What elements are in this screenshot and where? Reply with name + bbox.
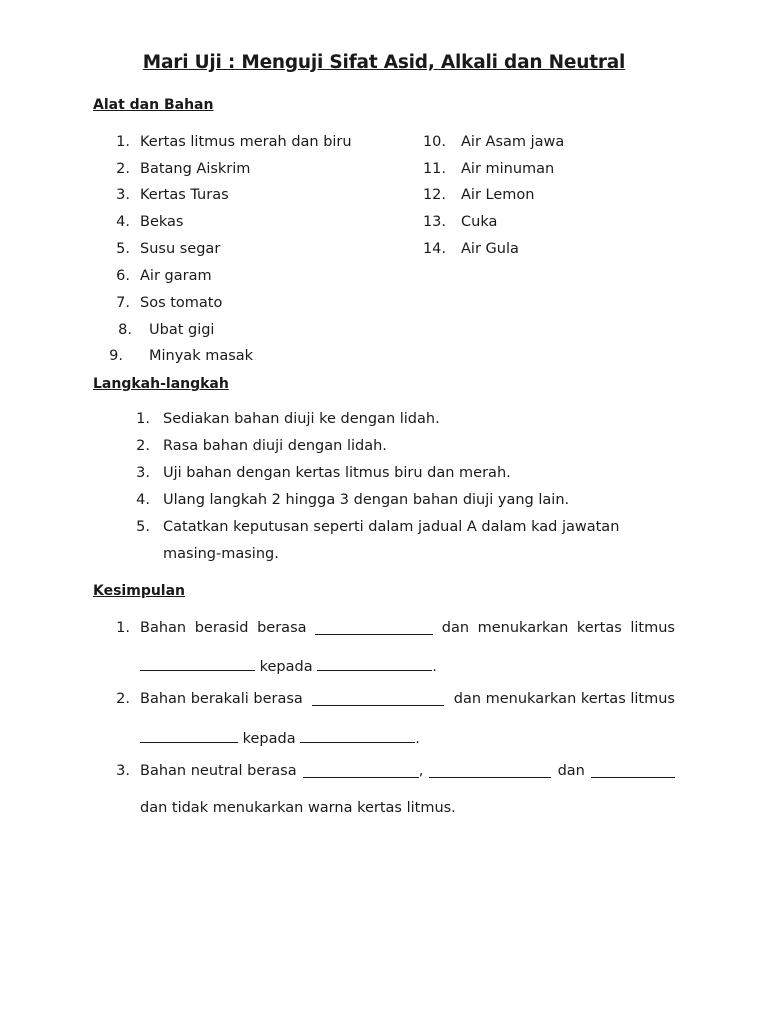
item-number: 12.: [422, 187, 446, 203]
item-text: masing-masing.: [163, 546, 279, 562]
blank-group: [303, 763, 424, 779]
conclusion-punct: .: [432, 659, 437, 675]
conclusion-word: dan: [557, 763, 585, 779]
item-number: 3.: [116, 187, 130, 203]
materials-heading: Alat dan Bahan: [93, 97, 214, 113]
item-text: Sos tomato: [140, 295, 223, 311]
conclusion-word: berasa: [257, 620, 307, 636]
conclusion-text: Bahan berakali berasa: [140, 691, 303, 707]
answer-blank[interactable]: [317, 656, 432, 671]
item-number: 4.: [136, 492, 150, 508]
item-number: 5.: [116, 241, 130, 257]
item-text: Rasa bahan diuji dengan lidah.: [163, 438, 387, 454]
item-number: 10.: [422, 134, 446, 150]
item-text: Air minuman: [461, 161, 555, 177]
item-number: 2.: [116, 691, 130, 707]
conclusion-text: dan menukarkan kertas litmus: [453, 691, 675, 707]
item-text: Bekas: [140, 214, 184, 230]
item-text: Sediakan bahan diuji ke dengan lidah.: [163, 411, 440, 427]
conclusion-word: kepada: [259, 659, 313, 675]
item-number: 8.: [118, 322, 132, 338]
answer-blank[interactable]: [312, 691, 444, 706]
item-number: 2.: [116, 161, 130, 177]
item-number: 9.: [109, 348, 123, 364]
conclusion-text: Bahan neutral berasa: [140, 763, 297, 779]
item-number: 3.: [136, 465, 150, 481]
steps-heading: Langkah-langkah: [93, 376, 229, 392]
conclusion-word: Bahan: [140, 620, 187, 636]
conclusion-2-line-2: [140, 728, 420, 747]
item-text: Susu segar: [140, 241, 221, 257]
item-text: Air Asam jawa: [461, 134, 565, 150]
item-number: 1.: [136, 411, 150, 427]
conclusion-punct: ,: [418, 763, 424, 779]
item-text: Catatkan keputusan seperti dalam jadual A dalam kad jawatan: [163, 519, 620, 535]
item-number: 7.: [116, 295, 130, 311]
answer-blank[interactable]: [429, 763, 551, 778]
item-text: Kertas Turas: [140, 187, 229, 203]
answer-blank[interactable]: [315, 620, 433, 635]
conclusion-word: dan: [441, 620, 470, 636]
conclusion-3-line-2: [140, 800, 456, 816]
item-number: 11.: [422, 161, 446, 177]
item-text: Cuka: [461, 214, 498, 230]
answer-blank[interactable]: [140, 656, 255, 671]
item-text: Kertas litmus merah dan biru: [140, 134, 352, 150]
conclusion-1-line-1: [140, 620, 675, 636]
conclusion-1-line-2: [140, 656, 437, 675]
conclusion-heading: Kesimpulan: [93, 583, 186, 599]
item-text: Air Lemon: [461, 187, 535, 203]
item-text: Ubat gigi: [149, 322, 215, 338]
answer-blank[interactable]: [140, 728, 238, 743]
item-number: 2.: [136, 438, 150, 454]
conclusion-2-line-1: [140, 691, 675, 707]
conclusion-word: litmus: [630, 620, 675, 636]
conclusion-3-line-1: [140, 763, 675, 779]
item-text: Batang Aiskrim: [140, 161, 251, 177]
item-number: 14.: [422, 241, 446, 257]
item-text: Air Gula: [461, 241, 519, 257]
conclusion-text: dan tidak menukarkan warna kertas litmus.: [140, 800, 456, 816]
item-number: 13.: [422, 214, 446, 230]
answer-blank[interactable]: [591, 763, 675, 778]
item-text: Minyak masak: [149, 348, 254, 364]
answer-blank[interactable]: [300, 728, 415, 743]
item-number: 1.: [116, 620, 130, 636]
conclusion-word: berasid: [194, 620, 249, 636]
item-text: Ulang langkah 2 hingga 3 dengan bahan diuji yang lain.: [163, 492, 570, 508]
item-number: 4.: [116, 214, 130, 230]
conclusion-word: menukarkan: [477, 620, 569, 636]
conclusion-word: kertas: [576, 620, 622, 636]
item-number: 1.: [116, 134, 130, 150]
item-text: Air garam: [140, 268, 212, 284]
conclusion-word: kepada: [242, 731, 296, 747]
item-number: 5.: [136, 519, 150, 535]
item-text: Uji bahan dengan kertas litmus biru dan merah.: [163, 465, 511, 481]
page-title: Mari Uji : Menguji Sifat Asid, Alkali dan Neutral: [142, 52, 626, 73]
answer-blank[interactable]: [303, 763, 419, 778]
item-number: 3.: [116, 763, 130, 779]
item-number: 6.: [116, 268, 130, 284]
conclusion-punct: .: [415, 731, 420, 747]
